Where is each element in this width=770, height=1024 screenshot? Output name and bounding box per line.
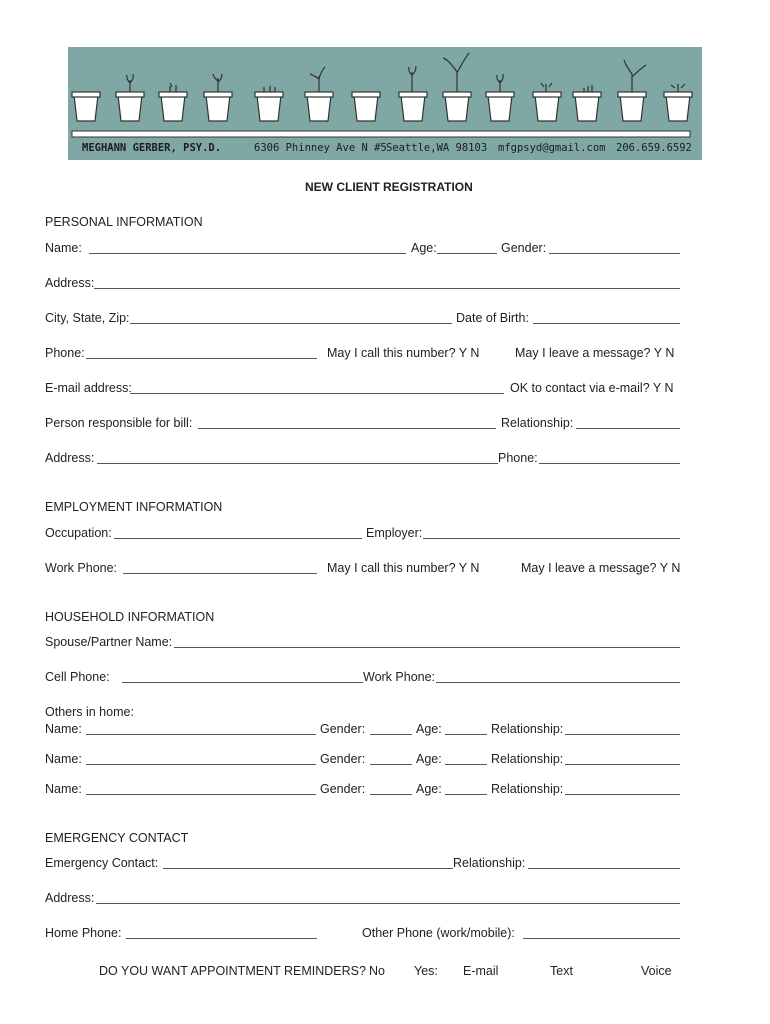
other-phone-field[interactable] bbox=[523, 938, 680, 939]
household-age-label: Age: bbox=[416, 752, 442, 766]
name-field[interactable] bbox=[89, 253, 406, 254]
pot-icon bbox=[443, 92, 471, 121]
relationship-field[interactable] bbox=[576, 428, 680, 429]
may-message-option[interactable]: May I leave a message? Y N bbox=[515, 346, 675, 360]
household-name-label: Name: bbox=[45, 752, 82, 766]
ok-email-option[interactable]: OK to contact via e-mail? Y N bbox=[510, 381, 674, 395]
household-age-label: Age: bbox=[416, 782, 442, 796]
household-name-field[interactable] bbox=[86, 794, 316, 795]
form-title: NEW CLIENT REGISTRATION bbox=[305, 180, 473, 194]
household-gender-label: Gender: bbox=[320, 782, 366, 796]
pot-icon bbox=[399, 92, 427, 121]
email-label: E-mail address: bbox=[45, 381, 132, 395]
gender-label: Gender: bbox=[501, 241, 547, 255]
emergency-contact-label: Emergency Contact: bbox=[45, 856, 159, 870]
reminders-voice-option[interactable]: Voice bbox=[641, 964, 672, 978]
household-name-label: Name: bbox=[45, 782, 82, 796]
pot-icon bbox=[159, 92, 187, 121]
others-label: Others in home: bbox=[45, 705, 134, 719]
billing-address-field[interactable] bbox=[97, 463, 498, 464]
spouse-label: Spouse/Partner Name: bbox=[45, 635, 173, 649]
spouse-field[interactable] bbox=[174, 647, 680, 648]
employer-field[interactable] bbox=[423, 538, 680, 539]
reminders-no-option[interactable]: No bbox=[369, 964, 385, 978]
household-gender-field[interactable] bbox=[370, 764, 412, 765]
home-phone-field[interactable] bbox=[126, 938, 317, 939]
home-phone-label: Home Phone: bbox=[45, 926, 122, 940]
header-name: MEGHANN GERBER, PSY.D. bbox=[82, 142, 222, 154]
city-field[interactable] bbox=[130, 323, 452, 324]
section-household-heading: HOUSEHOLD INFORMATION bbox=[45, 610, 215, 624]
dob-field[interactable] bbox=[533, 323, 680, 324]
reminders-question: DO YOU WANT APPOINTMENT REMINDERS? bbox=[99, 964, 366, 978]
emergency-contact-field[interactable] bbox=[163, 868, 453, 869]
employer-label: Employer: bbox=[366, 526, 423, 540]
household-gender-label: Gender: bbox=[320, 752, 366, 766]
responsible-label: Person responsible for bill: bbox=[45, 416, 193, 430]
age-label: Age: bbox=[411, 241, 437, 255]
header-email: mfgpsyd@gmail.com bbox=[498, 142, 606, 154]
household-age-field[interactable] bbox=[445, 734, 487, 735]
header-phone: 206.659.6592 bbox=[616, 142, 692, 154]
header-address: 6306 Phinney Ave N #5 bbox=[254, 142, 387, 154]
reminders-text-option[interactable]: Text bbox=[550, 964, 573, 978]
billing-phone-field[interactable] bbox=[539, 463, 680, 464]
pot-icon bbox=[664, 92, 692, 121]
emergency-relationship-field[interactable] bbox=[528, 868, 680, 869]
emergency-address-field[interactable] bbox=[96, 903, 680, 904]
pot-icon bbox=[255, 92, 283, 121]
household-gender-label: Gender: bbox=[320, 722, 366, 736]
reminders-email-option[interactable]: E-mail bbox=[463, 964, 499, 978]
billing-phone-label: Phone: bbox=[498, 451, 538, 465]
pot-icon bbox=[533, 92, 561, 121]
pot-icon bbox=[204, 92, 232, 121]
dob-label: Date of Birth: bbox=[456, 311, 529, 325]
household-work-phone-label: Work Phone: bbox=[363, 670, 436, 684]
pot-icon bbox=[573, 92, 601, 121]
phone-field[interactable] bbox=[86, 358, 317, 359]
pot-icon bbox=[116, 92, 144, 121]
household-relationship-label: Relationship: bbox=[491, 782, 564, 796]
phone-label: Phone: bbox=[45, 346, 85, 360]
section-emergency-heading: EMERGENCY CONTACT bbox=[45, 831, 189, 845]
household-name-field[interactable] bbox=[86, 764, 316, 765]
household-relationship-label: Relationship: bbox=[491, 752, 564, 766]
household-gender-field[interactable] bbox=[370, 734, 412, 735]
gender-field[interactable] bbox=[549, 253, 680, 254]
household-name-label: Name: bbox=[45, 722, 82, 736]
cell-phone-field[interactable] bbox=[122, 682, 363, 683]
reminders-yes-label: Yes: bbox=[414, 964, 438, 978]
pot-icon bbox=[486, 92, 514, 121]
emergency-relationship-label: Relationship: bbox=[453, 856, 526, 870]
other-phone-label: Other Phone (work/mobile): bbox=[362, 926, 515, 940]
billing-address-label: Address: bbox=[45, 451, 95, 465]
pot-icon bbox=[618, 92, 646, 121]
household-age-label: Age: bbox=[416, 722, 442, 736]
email-field[interactable] bbox=[130, 393, 504, 394]
household-gender-field[interactable] bbox=[370, 794, 412, 795]
city-label: City, State, Zip: bbox=[45, 311, 130, 325]
household-name-field[interactable] bbox=[86, 734, 316, 735]
address-label: Address: bbox=[45, 276, 95, 290]
work-may-call-option[interactable]: May I call this number? Y N bbox=[327, 561, 480, 575]
work-may-message-option[interactable]: May I leave a message? Y N bbox=[521, 561, 681, 575]
household-age-field[interactable] bbox=[445, 764, 487, 765]
work-phone-label: Work Phone: bbox=[45, 561, 118, 575]
work-phone-field[interactable] bbox=[123, 573, 317, 574]
relationship-label: Relationship: bbox=[501, 416, 574, 430]
household-relationship-field[interactable] bbox=[565, 794, 680, 795]
household-relationship-label: Relationship: bbox=[491, 722, 564, 736]
may-call-option[interactable]: May I call this number? Y N bbox=[327, 346, 480, 360]
responsible-field[interactable] bbox=[198, 428, 496, 429]
pot-icon bbox=[305, 92, 333, 121]
section-employment-heading: EMPLOYMENT INFORMATION bbox=[45, 500, 223, 514]
pot-icon bbox=[352, 92, 380, 121]
name-label: Name: bbox=[45, 241, 82, 255]
household-age-field[interactable] bbox=[445, 794, 487, 795]
occupation-field[interactable] bbox=[114, 538, 362, 539]
section-personal-heading: PERSONAL INFORMATION bbox=[45, 215, 203, 229]
emergency-address-label: Address: bbox=[45, 891, 95, 905]
age-field[interactable] bbox=[437, 253, 497, 254]
occupation-label: Occupation: bbox=[45, 526, 112, 540]
household-relationship-field[interactable] bbox=[565, 734, 680, 735]
pot-icon bbox=[72, 92, 100, 121]
header-banner bbox=[68, 47, 702, 160]
cell-phone-label: Cell Phone: bbox=[45, 670, 110, 684]
household-relationship-field[interactable] bbox=[565, 764, 680, 765]
header-city: Seattle,WA 98103 bbox=[386, 142, 488, 154]
household-work-phone-field[interactable] bbox=[436, 682, 680, 683]
address-field[interactable] bbox=[94, 288, 680, 289]
